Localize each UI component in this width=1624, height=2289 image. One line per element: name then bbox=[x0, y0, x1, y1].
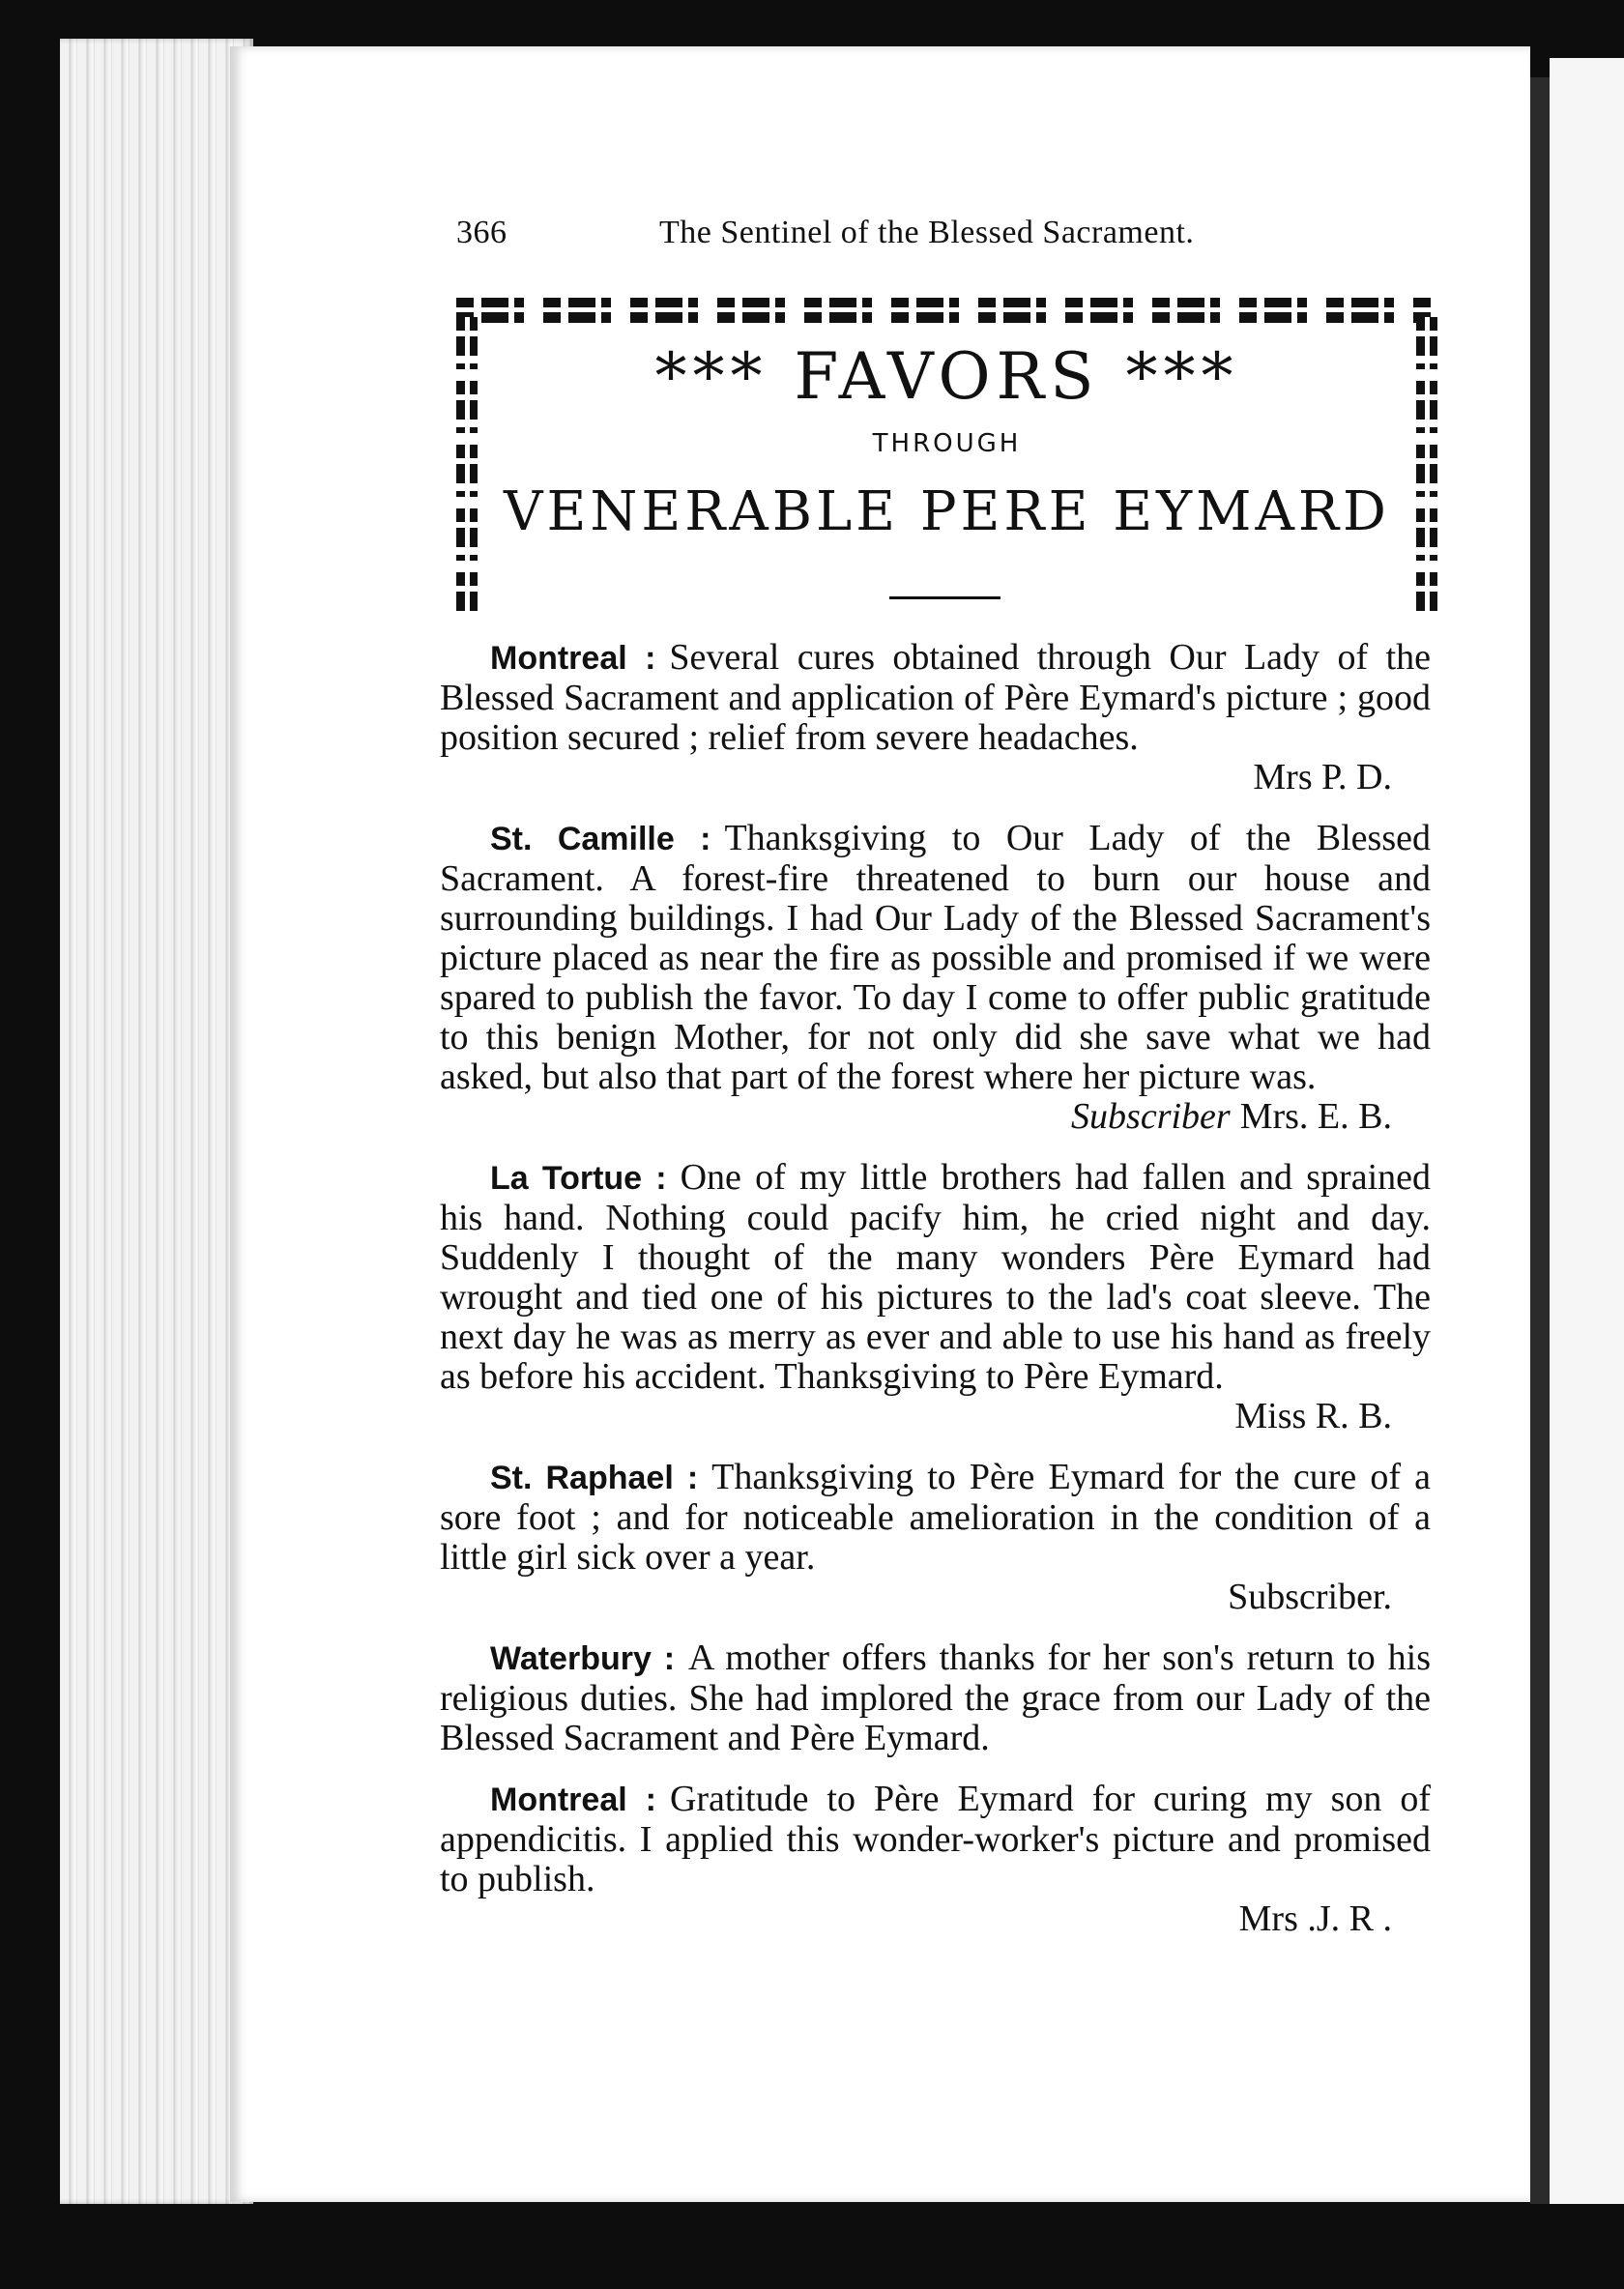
ornamental-border-top bbox=[456, 298, 1437, 323]
page-number: 366 bbox=[456, 215, 508, 250]
favor-entry bbox=[440, 1780, 1431, 1939]
section-heading bbox=[456, 333, 1437, 556]
entry-text: Gratitude to Père Eymard for curing my son of appendicitis. I applied this wonder-worker's picture and promised to publish. bbox=[440, 1779, 1431, 1899]
favor-entry bbox=[440, 819, 1431, 1137]
entry-signature-name: Mrs .J. R . bbox=[1238, 1898, 1392, 1939]
facing-page-edge bbox=[1550, 58, 1624, 2204]
entry-place: St. Camille : bbox=[490, 821, 711, 857]
entry-signature bbox=[440, 1578, 1392, 1617]
entry-text: Several cures obtained through Our Lady of the Blessed Sacrament and application of Père Eymard's picture ; good position secured ; relief from severe headaches. bbox=[440, 637, 1431, 758]
favors-list bbox=[440, 638, 1431, 1960]
entry-place: Montreal : bbox=[490, 1782, 656, 1818]
entry-signature bbox=[440, 1097, 1392, 1137]
heading-rule bbox=[889, 596, 1000, 599]
entry-place: Waterbury : bbox=[490, 1640, 676, 1677]
entry-signature-name: Miss R. B. bbox=[1234, 1396, 1392, 1436]
entry-signature bbox=[440, 1397, 1392, 1436]
entry-signature-name: Mrs P. D. bbox=[1253, 757, 1392, 797]
entry-signature bbox=[440, 758, 1392, 797]
book-page-edges bbox=[60, 39, 253, 2204]
entry-text: Thanksgiving to Our Lady of the Blessed Sacrament. A forest-fire threatened to burn our house and surrounding buildings. I had Our Lady of the Blessed Sacrament's picture placed as near the fire as possible and promised if we were spared to publish the favor. To day I come to offer public gratitude to this benign Mother, for not only did she save what we had asked, but also that part of the forest where her picture was. bbox=[440, 818, 1431, 1097]
heading-favors: *** FAVORS *** bbox=[654, 339, 1239, 414]
entry-signature-name: Subscriber. bbox=[1228, 1577, 1392, 1617]
entry-place: Montreal : bbox=[490, 640, 656, 677]
entry-text: A mother offers thanks for her son's return to his religious duties. She had implored the grace from our Lady of the Blessed Sacrament and Père Eymard. bbox=[440, 1637, 1431, 1758]
running-head bbox=[456, 215, 1259, 263]
heading-through: THROUGH bbox=[872, 429, 1022, 458]
entry-signature-prefix: Subscriber bbox=[1071, 1096, 1231, 1137]
entry-place: St. Raphael : bbox=[490, 1460, 699, 1496]
favor-entry bbox=[440, 638, 1431, 797]
book-gutter-shadow bbox=[1530, 77, 1550, 2204]
favor-entry bbox=[440, 1638, 1431, 1758]
entry-place: La Tortue : bbox=[490, 1160, 667, 1197]
entry-text: One of my little brothers had fallen and sprained his hand. Nothing could pacify him, he cried night and day. Suddenly I thought of the many wonders Père Eymard had wrought and tied one of his pictures to the lad's coat sleeve. The next day he was as merry as ever and able to use his hand as freely as before his accident. Thanksgiving to Père Eymard. bbox=[440, 1157, 1431, 1397]
favor-entry bbox=[440, 1458, 1431, 1617]
entry-text: Thanksgiving to Père Eymard for the cure of a sore foot ; and for noticeable amelioration in the condition of a little girl sick over a year. bbox=[440, 1457, 1431, 1578]
heading-subject: VENERABLE PERE EYMARD bbox=[504, 480, 1390, 543]
running-title: The Sentinel of the Blessed Sacrament. bbox=[659, 215, 1195, 250]
favor-entry bbox=[440, 1158, 1431, 1436]
entry-signature bbox=[440, 1899, 1392, 1939]
entry-signature-name: Mrs. E. B. bbox=[1239, 1096, 1392, 1137]
